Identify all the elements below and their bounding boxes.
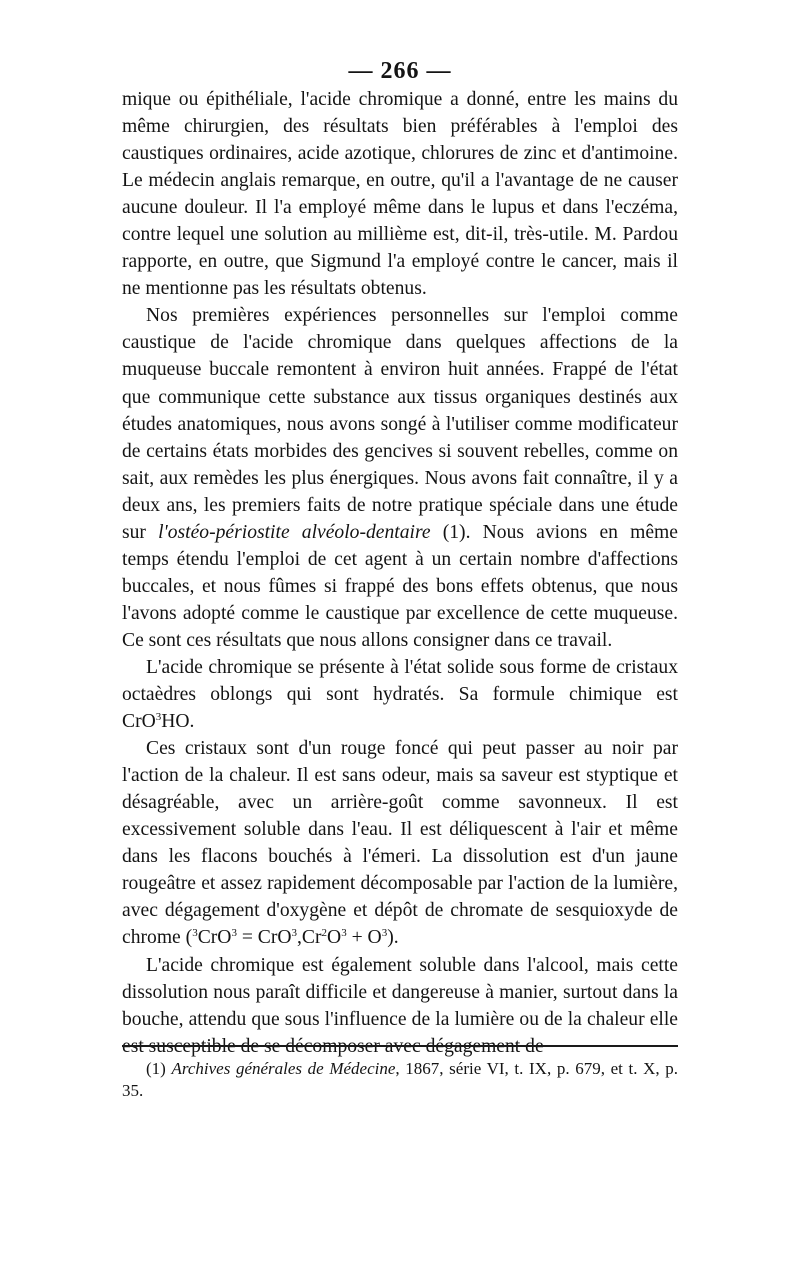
- superscript: 3: [291, 927, 298, 940]
- text-run: (1). Nous avions en même temps étendu l'emploi de cet agent à un certain nombre d'affections buccales, et nous fûmes si frappé des bons effets obtenus, que nous l'avons adopté comme le caustique par excellence de cette muqueuse. Ce sont ces résultats que nous allons consigner dans ce travail.: [122, 521, 678, 651]
- page-number: — 266 —: [348, 58, 452, 84]
- paragraph: [122, 952, 678, 1060]
- text-run: CrO: [197, 927, 232, 949]
- text-run: , 1867, série VI, t. IX, p. 679, et t. X, p. 35.: [122, 1059, 679, 1100]
- superscript: 3: [155, 711, 162, 724]
- text-run: Nos premières expériences personnelles sur l'emploi comme caustique de l'acide chromique dans quelques affections de la muqueuse buccale remontent à environ huit années. Frappé de l'état que communique cette substance aux tissus organiques destinés aux études anatomiques, nous avons songé à l'utiliser comme modificateur de certains états morbides des gencives si souvent rebelles, comme on sait, aux remèdes les plus énergiques. Nous avons fait connaître, il y a deux ans, les premiers faits de notre pratique spéciale dans une étude sur: [122, 305, 678, 543]
- text-run: ,Cr: [297, 927, 322, 949]
- footnote: [122, 1058, 678, 1102]
- text-run: ).: [387, 927, 399, 949]
- text-run: = CrO: [236, 927, 292, 949]
- superscript: 3: [192, 927, 198, 940]
- italic-text: Archives générales de Médecine: [171, 1059, 396, 1078]
- text-run: O: [327, 927, 342, 949]
- italic-text: l'ostéo-périostite alvéolo-dentaire: [158, 521, 431, 543]
- paragraph: [122, 86, 678, 302]
- text-run: mique ou épithéliale, l'acide chromique a donné, entre les mains du même chirurgien, des résultats bien préférables à l'emploi des caustiques ordinaires, acide azotique, chlorures de zinc et d'antimoine. Le médecin anglais remarque, en outre, qu'il a l'avantage de ne causer aucune douleur. Il l'a employé même dans le lupus et dans l'eczéma, contre lequel une solution au millième est, dit-il, très-utile. M. Pardou rapporte, en outre, que Sigmund l'a employé contre le cancer, mais il ne mentionne pas les résultats obtenus.: [122, 89, 678, 300]
- footnote-divider: [122, 1045, 678, 1047]
- text-run: + O: [346, 927, 382, 949]
- text-run: L'acide chromique est également soluble dans l'alcool, mais cette dissolution nous paraît difficile et dangereuse à manier, surtout dans la bouche, attendu que sous l'influence de la lumière ou de la chaleur elle est susceptible de se décomposer avec dégagement de: [122, 954, 678, 1057]
- superscript: 3: [231, 927, 237, 940]
- text-run: HO.: [161, 711, 195, 733]
- text-run: Ces cristaux sont d'un rouge foncé qui peut passer au noir par l'action de la chaleur. Il est sans odeur, mais sa saveur est styptique et désagréable, avec un arrière-goût comme savonneux. Il est excessivement soluble dans l'eau. Il est déliquescent à l'air et même dans les flacons bouchés à l'émeri. La dissolution est d'un jaune rougeâtre et assez rapidement décomposable par l'action de la lumière, avec dégagement d'oxygène et dépôt de chromate de sesquioxyde de chrome (: [122, 738, 678, 949]
- body-text: [122, 86, 678, 1060]
- text-run: (1): [146, 1059, 172, 1078]
- paragraph: [122, 654, 678, 735]
- text-run: L'acide chromique se présente à l'état solide sous forme de cristaux octaèdres oblongs qui sont hydratés. Sa formule chimique est CrO: [122, 656, 678, 733]
- paragraph: [122, 735, 678, 951]
- superscript: 3: [381, 927, 388, 940]
- superscript: 2: [321, 927, 328, 940]
- superscript: 3: [341, 927, 347, 940]
- footnote-text: [122, 1058, 678, 1102]
- paragraph: [122, 302, 678, 654]
